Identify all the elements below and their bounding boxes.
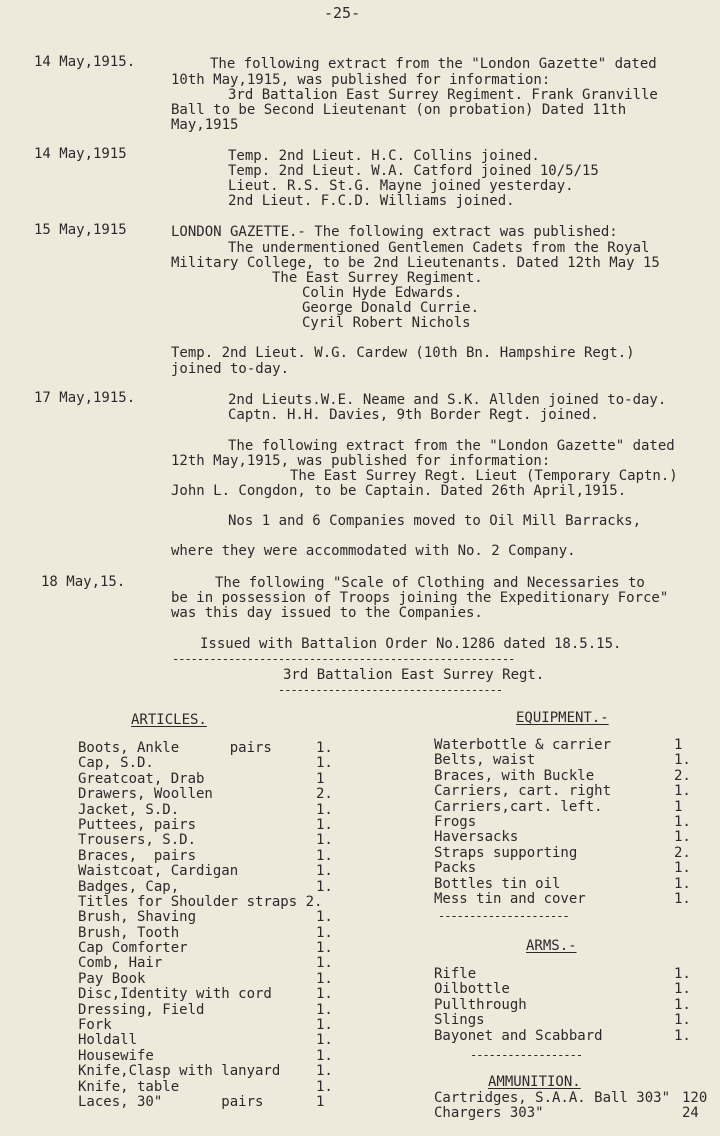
item-quantity: 1.: [316, 970, 333, 987]
list-item: [78, 803, 368, 818]
entry-line: joined to-day.: [171, 361, 290, 377]
item-quantity: 1.: [674, 981, 691, 998]
entry-line: The undermentioned Gentlemen Cadets from the Royal: [228, 240, 650, 256]
item-name: Carriers, cart. right: [434, 783, 612, 800]
list-item: [434, 830, 694, 845]
item-quantity: 2.: [674, 844, 691, 861]
list-item: [78, 910, 368, 925]
item-quantity: 1.: [316, 832, 333, 849]
item-name: Chargers 303": [434, 1105, 544, 1122]
item-quantity: 1.: [316, 986, 333, 1003]
item-quantity: 1.: [674, 829, 691, 846]
list-item: [434, 815, 694, 830]
item-quantity: 1: [316, 1093, 325, 1110]
item-name: Bottles tin oil: [434, 875, 561, 892]
item-name: Fork: [78, 1017, 112, 1034]
item-name: Straps supporting: [434, 844, 578, 861]
list-item: [434, 753, 694, 768]
list-item: [434, 1029, 694, 1044]
item-name: Boots, Ankle pairs: [78, 740, 272, 756]
list-item: [434, 998, 694, 1013]
list-item: [78, 1018, 368, 1033]
item-quantity: 1.: [674, 1027, 691, 1044]
list-item: [78, 787, 368, 802]
entry-line: The following extract from the "London Gazette" dated: [210, 56, 657, 72]
entry-line: The following "Scale of Clothing and Necessaries to: [215, 575, 645, 591]
item-quantity: 1.: [316, 816, 333, 833]
list-item: [78, 987, 368, 1002]
item-quantity: 1.: [316, 1063, 333, 1080]
item-quantity: 1: [316, 770, 325, 787]
item-quantity: 1.: [316, 1047, 333, 1064]
entry-line: LONDON GAZETTE.- The following extract was published:: [171, 224, 618, 240]
item-name: Frogs: [434, 813, 477, 830]
item-quantity: 1.: [674, 1012, 691, 1029]
entry-line: The East Surrey Regiment.: [272, 270, 483, 286]
list-item: [78, 895, 368, 910]
entry-line: George Donald Currie.: [302, 300, 480, 316]
item-name: Pay Book: [78, 970, 146, 987]
item-name: Braces, with Buckle: [434, 767, 595, 784]
item-name: Puttees, pairs: [78, 816, 197, 833]
item-name: Laces, 30" pairs: [78, 1093, 264, 1110]
list-item: [78, 1064, 368, 1079]
articles-list: [78, 741, 368, 1110]
list-item: [434, 846, 694, 861]
list-item: [78, 1095, 368, 1110]
entry-date: 14 May,1915: [34, 146, 127, 162]
entry-line: 3rd Battalion East Surrey Regiment. Frank Granville: [228, 87, 658, 103]
entry-line: Temp. 2nd Lieut. H.C. Collins joined.: [228, 148, 540, 164]
item-name: Jacket, S.D.: [78, 801, 180, 818]
item-name: Cap Comforter: [78, 940, 188, 957]
equipment-list: [434, 738, 694, 907]
item-name: Titles for Shoulder straps 2.: [78, 893, 323, 910]
entry-line: Nos 1 and 6 Companies moved to Oil Mill Barracks,: [228, 513, 642, 529]
item-name: Slings: [434, 1012, 485, 1029]
entry-line: 2nd Lieuts.W.E. Neame and S.K. Allden joined to-day.: [228, 392, 667, 408]
item-name: Oilbottle: [434, 981, 510, 998]
item-name: Mess tin and cover: [434, 890, 586, 907]
entry-date: 14 May,1915.: [34, 54, 136, 70]
list-item: [78, 741, 368, 756]
list-item: [78, 941, 368, 956]
item-quantity: 1.: [674, 966, 691, 982]
divider-line: -------------------------------------------------------: [172, 652, 515, 666]
list-item: [434, 738, 694, 753]
item-quantity: 1.: [674, 813, 691, 830]
item-name: Brush, Tooth: [78, 924, 180, 941]
list-item: [78, 972, 368, 987]
entry-line: The following extract from the "London Gazette" dated: [228, 438, 675, 454]
entry-date: 15 May,1915: [34, 222, 127, 238]
item-name: Cartridges, S.A.A. Ball 303": [434, 1090, 671, 1106]
list-item: [78, 1033, 368, 1048]
entry-line: Cyril Robert Nichols: [302, 315, 471, 331]
item-name: Braces, pairs: [78, 847, 197, 864]
item-quantity: 1.: [316, 1001, 333, 1018]
item-quantity: 120: [682, 1090, 708, 1106]
divider-line: ------------------: [470, 1048, 583, 1062]
item-quantity: 1.: [316, 1017, 333, 1034]
list-item: [78, 926, 368, 941]
item-quantity: 2.: [674, 767, 691, 784]
list-item: [78, 772, 368, 787]
item-name: Brush, Shaving: [78, 909, 197, 926]
list-item: [78, 880, 368, 895]
entry-line: Issued with Battalion Order No.1286 dated 18.5.15.: [200, 636, 622, 652]
list-item: [434, 861, 694, 876]
item-name: Disc,Identity with cord: [78, 986, 272, 1003]
list-item: [434, 967, 694, 982]
list-item: [434, 784, 694, 799]
list-item: [78, 849, 368, 864]
entry-line: Temp. 2nd Lieut. W.A. Catford joined 10/5/15: [228, 163, 599, 179]
list-item: [78, 1080, 368, 1095]
item-quantity: 1.: [316, 878, 333, 895]
item-quantity: 1: [674, 798, 683, 815]
list-item: [78, 956, 368, 971]
item-name: Knife,Clasp with lanyard: [78, 1063, 281, 1080]
list-item: [78, 756, 368, 771]
articles-heading: ARTICLES.: [131, 712, 207, 728]
item-name: Drawers, Woollen: [78, 786, 213, 803]
entry-date: 18 May,15.: [41, 574, 126, 590]
entry-line: John L. Congdon, to be Captain. Dated 26th April,1915.: [171, 483, 627, 499]
item-quantity: 1.: [316, 1032, 333, 1049]
entry-line: The East Surrey Regt. Lieut (Temporary Captn.): [290, 468, 678, 484]
item-name: Belts, waist: [434, 752, 536, 769]
item-quantity: 1.: [316, 909, 333, 926]
item-name: Waterbottle & carrier: [434, 737, 612, 753]
item-quantity: 1.: [316, 863, 333, 880]
entry-line: be in possession of Troops joining the Expeditionary Force": [171, 590, 669, 606]
item-quantity: 1.: [316, 755, 333, 772]
list-item: [434, 769, 694, 784]
ammunition-list: [434, 1091, 720, 1122]
entry-line: Ball to be Second Lieutenant (on probation) Dated 11th: [171, 102, 627, 118]
item-name: Rifle: [434, 966, 477, 982]
divider-line: ---------------------: [438, 909, 569, 923]
list-item: [78, 1049, 368, 1064]
item-name: Housewife: [78, 1047, 154, 1064]
item-quantity: 1.: [674, 783, 691, 800]
entry-line: Military College, to be 2nd Lieutenants. Dated 12th May 15: [171, 255, 660, 271]
item-name: Pullthrough: [434, 996, 527, 1013]
item-quantity: 2.: [316, 786, 333, 803]
item-quantity: 1.: [316, 955, 333, 972]
item-name: Knife, table: [78, 1078, 180, 1095]
entry-line: 2nd Lieut. F.C.D. Williams joined.: [228, 193, 515, 209]
list-item: [434, 1106, 720, 1121]
list-item: [78, 818, 368, 833]
item-quantity: 1.: [316, 801, 333, 818]
item-name: Holdall: [78, 1032, 138, 1049]
entry-line: Lieut. R.S. St.G. Mayne joined yesterday.: [228, 178, 574, 194]
arms-list: [434, 967, 694, 1044]
list-item: [434, 892, 694, 907]
item-quantity: 1.: [674, 860, 691, 877]
arms-heading: ARMS.-: [526, 938, 577, 954]
list-item: [78, 1003, 368, 1018]
item-name: Carriers,cart. left.: [434, 798, 603, 815]
entry-line: was this day issued to the Companies.: [171, 605, 483, 621]
page-number: -25-: [324, 4, 361, 22]
item-quantity: 1.: [316, 847, 333, 864]
equipment-heading: EQUIPMENT.-: [516, 710, 609, 726]
item-quantity: 1.: [316, 1078, 333, 1095]
divider-line: ------------------------------------: [278, 683, 503, 697]
item-quantity: 1.: [316, 740, 333, 756]
list-item: [434, 982, 694, 997]
item-name: Haversacks: [434, 829, 519, 846]
item-quantity: 24: [682, 1105, 699, 1122]
entry-line: Colin Hyde Edwards.: [302, 285, 463, 301]
ammunition-heading: AMMUNITION.: [488, 1074, 581, 1090]
list-item: [434, 1013, 694, 1028]
item-name: Waistcoat, Cardigan: [78, 863, 239, 880]
list-item: [78, 833, 368, 848]
item-quantity: 1.: [316, 924, 333, 941]
entry-line: 3rd Battalion East Surrey Regt.: [283, 667, 545, 683]
entry-line: Captn. H.H. Davies, 9th Border Regt. joined.: [228, 407, 599, 423]
item-name: Badges, Cap,: [78, 878, 180, 895]
item-quantity: 1.: [316, 940, 333, 957]
entry-line: 12th May,1915, was published for information:: [171, 453, 551, 469]
item-name: Comb, Hair: [78, 955, 163, 972]
item-quantity: 1: [674, 737, 683, 753]
item-name: Cap, S.D.: [78, 755, 154, 772]
list-item: [434, 877, 694, 892]
list-item: [78, 864, 368, 879]
item-name: Trousers, S.D.: [78, 832, 197, 849]
item-name: Dressing, Field: [78, 1001, 205, 1018]
item-name: Greatcoat, Drab: [78, 770, 205, 787]
item-quantity: 1.: [674, 996, 691, 1013]
item-name: Packs: [434, 860, 477, 877]
list-item: [434, 1091, 720, 1106]
entry-line: 10th May,1915, was published for information:: [171, 72, 551, 88]
entry-line: Temp. 2nd Lieut. W.G. Cardew (10th Bn. Hampshire Regt.): [171, 345, 635, 361]
item-quantity: 1.: [674, 752, 691, 769]
entry-line: May,1915: [171, 117, 239, 133]
entry-date: 17 May,1915.: [34, 390, 136, 406]
list-item: [434, 800, 694, 815]
item-quantity: 1.: [674, 875, 691, 892]
item-name: Bayonet and Scabbard: [434, 1027, 603, 1044]
entry-line: where they were accommodated with No. 2 Company.: [171, 543, 576, 559]
item-quantity: 1.: [674, 890, 691, 907]
